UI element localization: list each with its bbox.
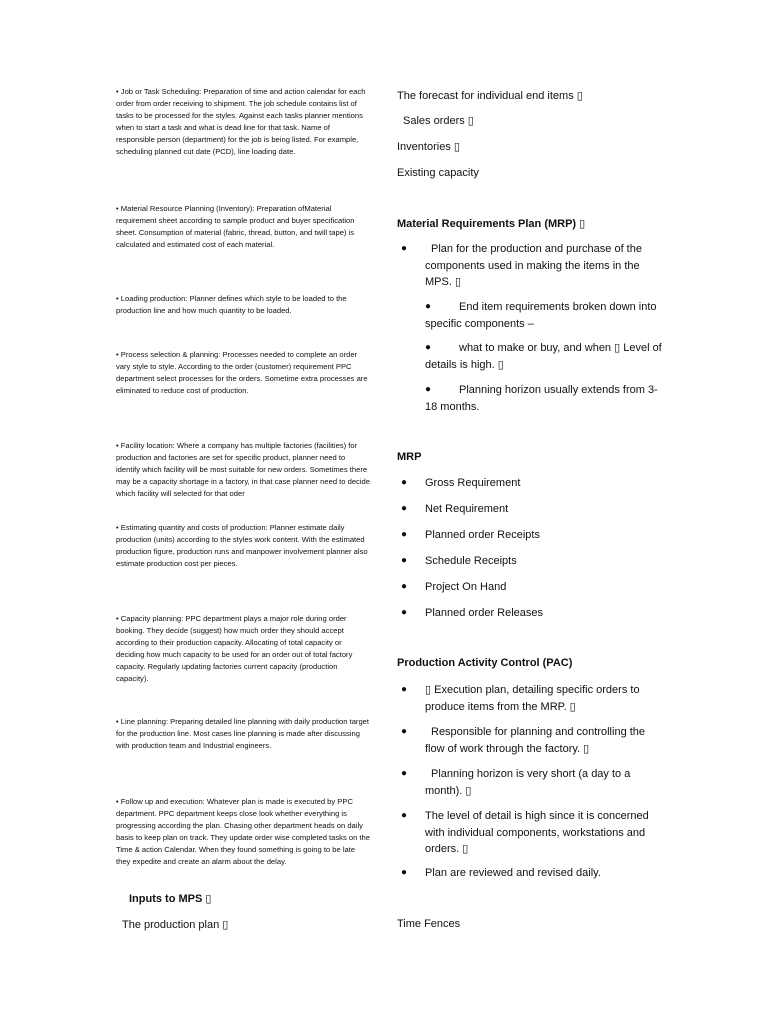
bullet-icon: ●: [401, 503, 408, 514]
bullet-icon: ●: [401, 810, 408, 821]
pac-item-planning-horizon: Planning horizon is very short (a day to a month). ▯: [425, 768, 631, 797]
bullet-icon: ●: [401, 726, 408, 737]
mrp-plan-heading: Material Requirements Plan (MRP) ▯: [397, 218, 586, 230]
input-sales-orders: Sales orders ▯: [403, 115, 474, 127]
pac-heading: Production Activity Control (PAC): [397, 657, 573, 669]
mrp-plan-item-4: Planning horizon usually extends from 3-18 months.: [425, 384, 658, 413]
paragraph-follow-up: • Follow up and execution: Whatever plan is made is executed by PPC department. PPC department keeps close look whether everything is progressing according the plan. Chasing other department heads on daily basis to keep plan on track. They update order wise completed tasks on the Time & action Calendar. When they found something is going to be late they expedite and create an alarm about the delay.: [116, 797, 370, 866]
mrp-item-schedule-receipts: Schedule Receipts: [425, 555, 517, 567]
bullet-icon: ●: [401, 243, 408, 254]
bullet-icon: ●: [425, 301, 432, 312]
bullet-icon: ●: [401, 477, 408, 488]
paragraph-process-selection: • Process selection & planning: Processes needed to complete an order vary style to style. According to the order (customer) requirement PPC department select processes for the orders. Sometime extra processes are eliminated to reduce cost of production.: [116, 350, 368, 395]
paragraph-job-scheduling: • Job or Task Scheduling: Preparation of time and action calendar for each order from order receiving to shipment. The job schedule contains list of tasks to be processed for the styles. Against each tasks planner mentions when to start a task and what is dead line for that task. Name of responsible person (department) for the job is being listed. For example, scheduling planned cut date (PCD), line loading date.: [116, 87, 366, 156]
bullet-icon: ●: [401, 555, 408, 566]
inputs-to-mps-heading: Inputs to MPS ▯: [129, 893, 212, 905]
mrp-item-net-requirement: Net Requirement: [425, 503, 509, 515]
mrp-heading: MRP: [397, 451, 422, 463]
mrp-item-planned-order-receipts: Planned order Receipts: [425, 529, 540, 541]
bullet-icon: ●: [401, 768, 408, 779]
input-existing-capacity: Existing capacity: [397, 167, 479, 179]
bullet-icon: ●: [425, 384, 432, 395]
bullet-icon: ●: [401, 529, 408, 540]
paragraph-capacity-planning: • Capacity planning: PPC department plays a major role during order booking. They decide (suggest) how much order they should accept according to their production capacity. Allocating of total capacity or deciding how much capacity to be used for an order out of total factory capacity. Regularly updating factories current capacity (production capacity).: [116, 614, 353, 683]
input-forecast: The forecast for individual end items ▯: [397, 90, 583, 102]
mrp-plan-item-2: End item requirements broken down into specific components –: [425, 301, 657, 330]
time-fences-text: Time Fences: [397, 918, 461, 930]
bullet-icon: ●: [401, 684, 408, 695]
mrp-item-gross-requirement: Gross Requirement: [425, 477, 521, 489]
pac-item-responsible: Responsible for planning and controlling the flow of work through the factory. ▯: [425, 726, 646, 755]
mrp-plan-item-1: Plan for the production and purchase of the components used in making the items in the MPS. ▯: [425, 243, 642, 288]
mrp-plan-item-3: what to make or buy, and when ▯ Level of details is high. ▯: [425, 342, 662, 371]
mrp-item-project-on-hand: Project On Hand: [425, 581, 507, 593]
paragraph-estimating-quantity: • Estimating quantity and costs of production: Planner estimate daily production (units) according to the styles work content. With the estimated production figure, production runs and manpower involvement planner also estimate production cost per pieces.: [116, 523, 368, 568]
paragraph-loading-production: • Loading production: Planner defines which style to be loaded to the production line and how much quantity to be loaded.: [116, 294, 347, 315]
paragraph-material-resource-planning: • Material Resource Planning (Inventory): Preparation ofMaterial requirement sheet according to sample product and buyer specification sheet. Consumption of material (fabric, thread, button, and twill tape) is calculated and estimated cost of each material.: [116, 204, 355, 249]
mrp-item-planned-order-releases: Planned order Releases: [425, 607, 544, 619]
pac-item-reviewed-daily: Plan are reviewed and revised daily.: [425, 867, 601, 879]
paragraph-facility-location: • Facility location: Where a company has multiple factories (facilities) for production and factories are set for specific product, planner need to identify which facility will be most suitable for new orders. Sometimes there may be a capacity shortage in a factory, in that case planner need to decide which facility will selected for that oder: [116, 441, 370, 498]
bullet-icon: ●: [401, 581, 408, 592]
input-inventories: Inventories ▯: [397, 141, 460, 153]
pac-item-execution-plan: ▯ Execution plan, detailing specific orders to produce items from the MRP. ▯: [425, 684, 640, 713]
paragraph-line-planning: • Line planning: Preparing detailed line planning with daily production target for the production line. Most cases line planning is made after discussing with production team and Industrial engineers.: [116, 717, 370, 750]
production-plan-text: The production plan ▯: [122, 919, 229, 931]
bullet-icon: ●: [401, 607, 408, 618]
bullet-icon: ●: [425, 342, 432, 353]
bullet-icon: ●: [401, 867, 408, 878]
pac-item-level-of-detail: The level of detail is high since it is concerned with individual components, workstations and orders. ▯: [425, 810, 649, 855]
